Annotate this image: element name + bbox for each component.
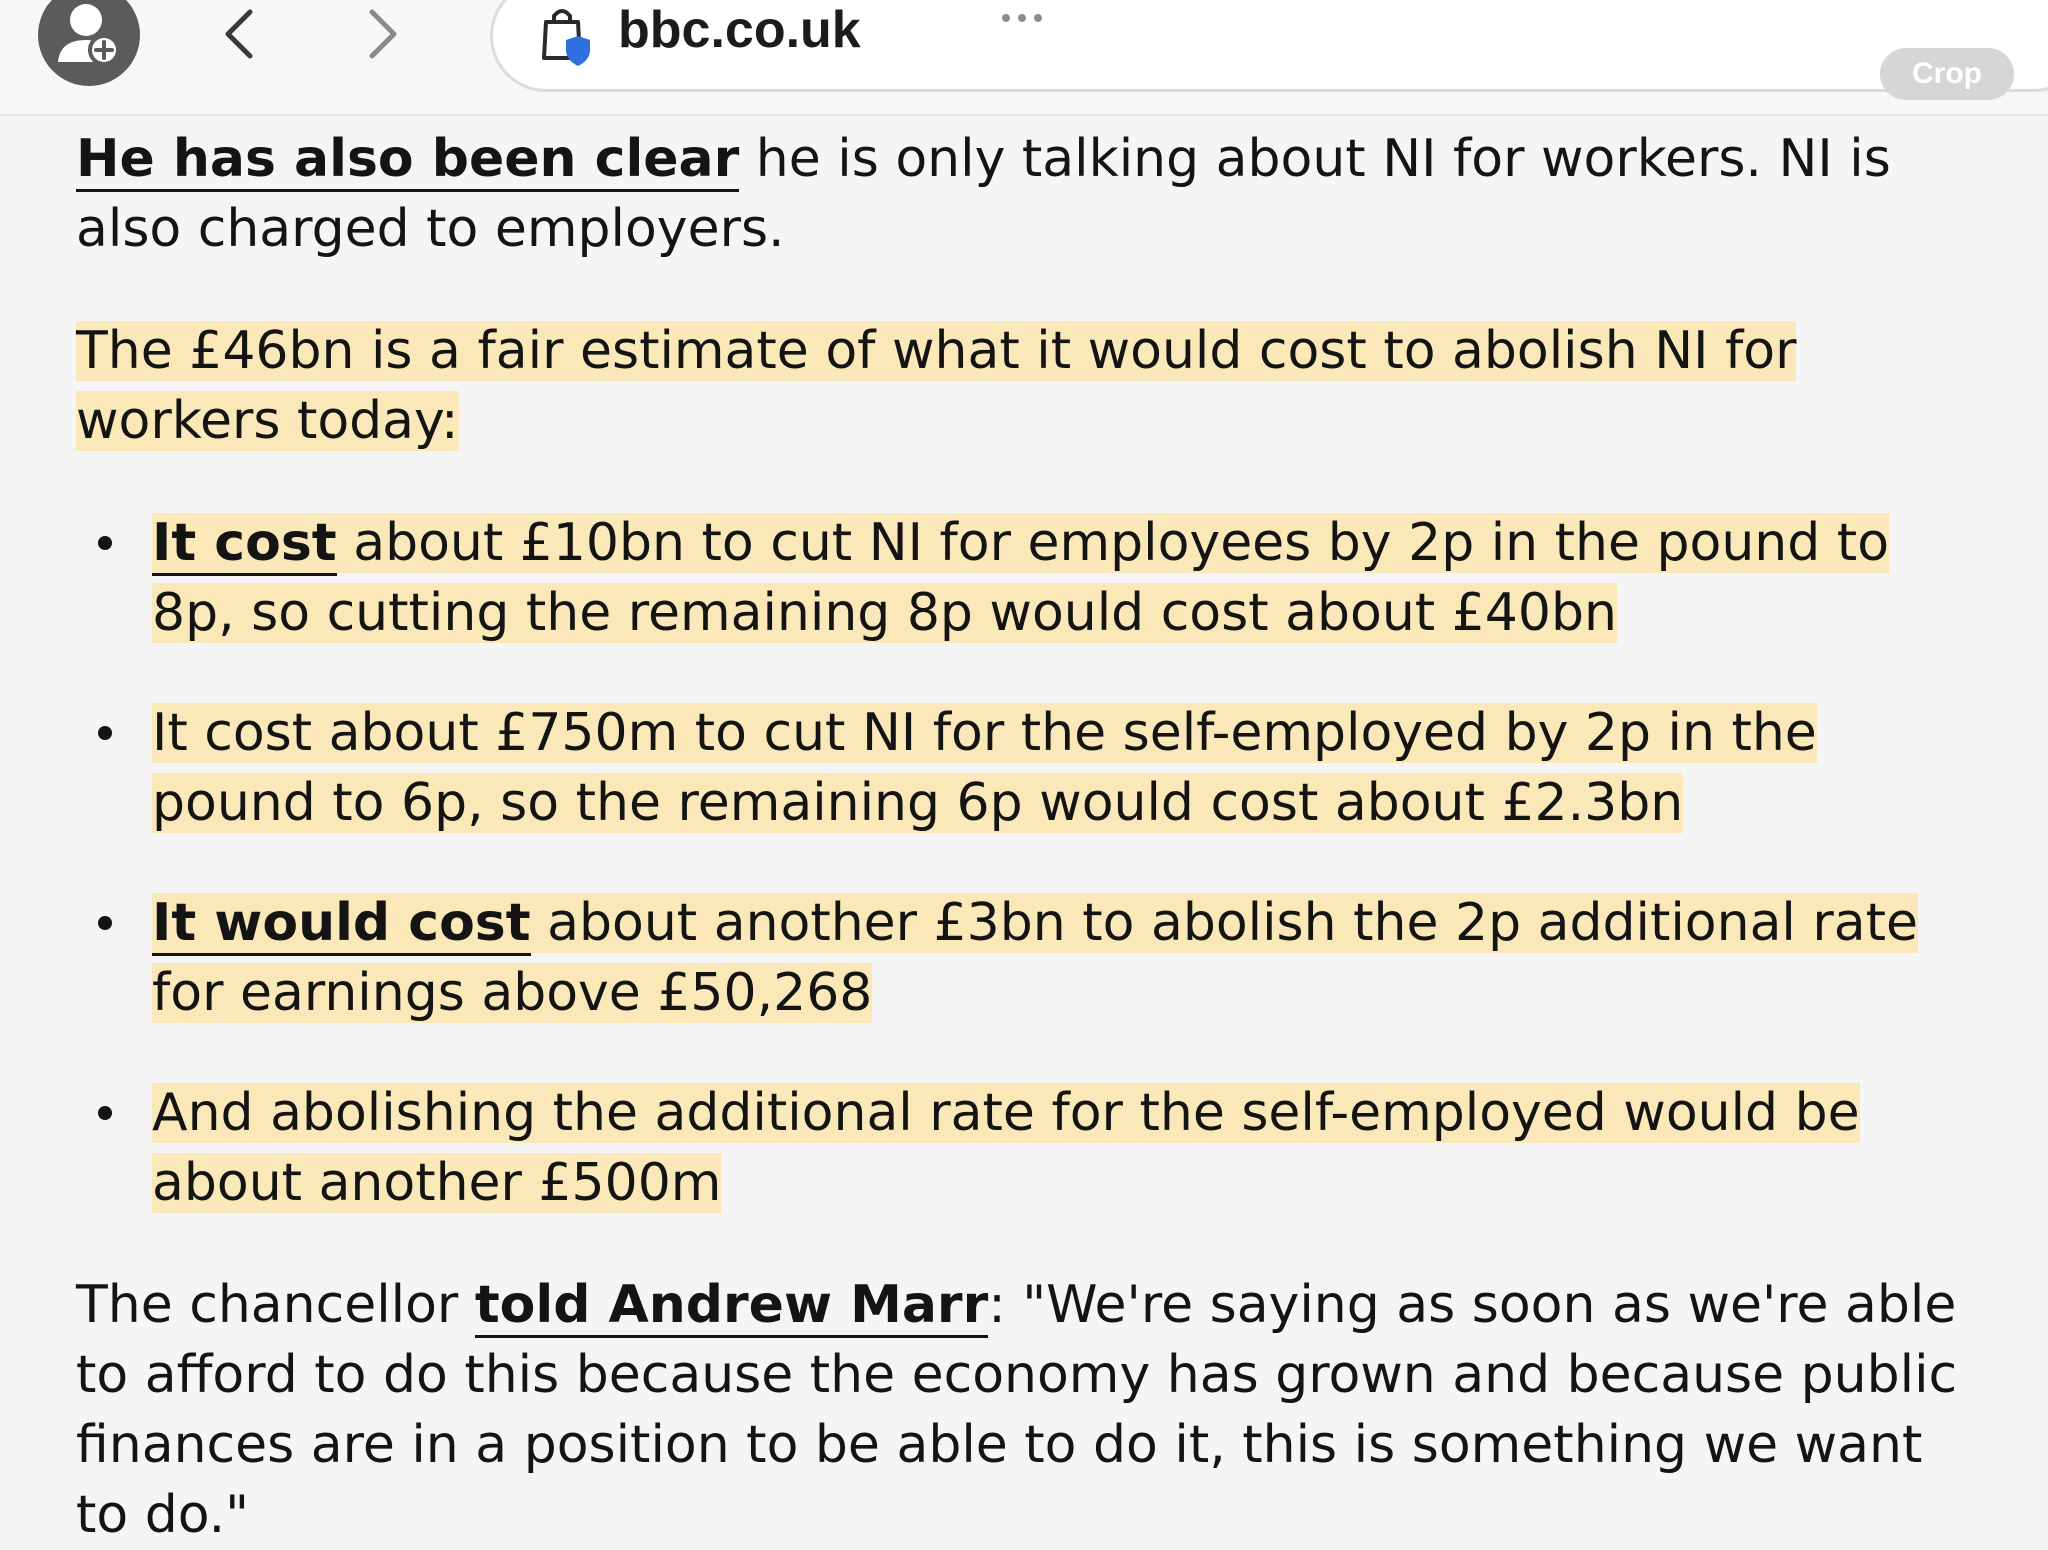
paragraph-text: he is only talking about NI for workers. NI is also charged to employers. xyxy=(76,129,1891,259)
bullet-icon xyxy=(98,916,112,930)
highlighted-text xyxy=(152,893,1918,1023)
highlighted-text xyxy=(152,703,1817,833)
article-body xyxy=(76,124,1976,1550)
list-item xyxy=(76,508,1976,648)
chevron-right-icon xyxy=(352,4,412,64)
link-it-cost[interactable]: It cost xyxy=(152,513,337,576)
shopping-bag-shield-icon xyxy=(538,4,594,68)
highlighted-text xyxy=(152,513,1889,643)
link-he-has-also-been-clear[interactable]: He has also been clear xyxy=(76,129,739,192)
list-item-text: It cost about £750m to cut NI for the self-employed by 2p in the pound to 6p, so the remaining 6p would cost about £2.3bn xyxy=(152,703,1817,833)
quote-text: : "We're saying as soon as we're able to afford to do this because the economy has grown and because public finances are in a position to be able to do it, this is something we want to do." xyxy=(76,1275,1958,1545)
chevron-left-icon xyxy=(210,4,270,64)
profile-button[interactable] xyxy=(38,0,140,86)
profile-add-icon xyxy=(38,0,140,86)
bullet-icon xyxy=(98,1106,112,1120)
bullet-icon xyxy=(98,536,112,550)
cost-bullet-list xyxy=(76,508,1976,1218)
url-text[interactable]: bbc.co.uk xyxy=(618,1,861,59)
crop-button[interactable]: Crop xyxy=(1880,48,2014,100)
paragraph-chancellor-quote xyxy=(76,1270,1976,1550)
quote-intro: The chancellor xyxy=(76,1275,475,1335)
more-dots-icon[interactable] xyxy=(998,8,1048,28)
list-item xyxy=(76,888,1976,1028)
back-button[interactable] xyxy=(210,4,270,64)
list-item xyxy=(76,1078,1976,1218)
forward-button[interactable] xyxy=(352,4,412,64)
list-item-text: about another £3bn to abolish the 2p additional rate for earnings above £50,268 xyxy=(152,893,1919,1023)
paragraph-estimate xyxy=(76,316,1976,456)
list-item-text: And abolishing the additional rate for the self-employed would be about another £500m xyxy=(152,1083,1860,1213)
list-item-text: about £10bn to cut NI for employees by 2p in the pound to 8p, so cutting the remaining 8p would cost about £40bn xyxy=(152,513,1890,643)
highlighted-text: The £46bn is a fair estimate of what it would cost to abolish NI for workers today: xyxy=(76,321,1797,451)
list-item xyxy=(76,698,1976,838)
highlighted-text xyxy=(152,1083,1860,1213)
link-it-would-cost[interactable]: It would cost xyxy=(152,893,531,956)
bullet-icon xyxy=(98,726,112,740)
browser-toolbar xyxy=(0,0,2048,116)
paragraph-workers xyxy=(76,124,1976,264)
link-told-andrew-marr[interactable]: told Andrew Marr xyxy=(475,1275,988,1338)
